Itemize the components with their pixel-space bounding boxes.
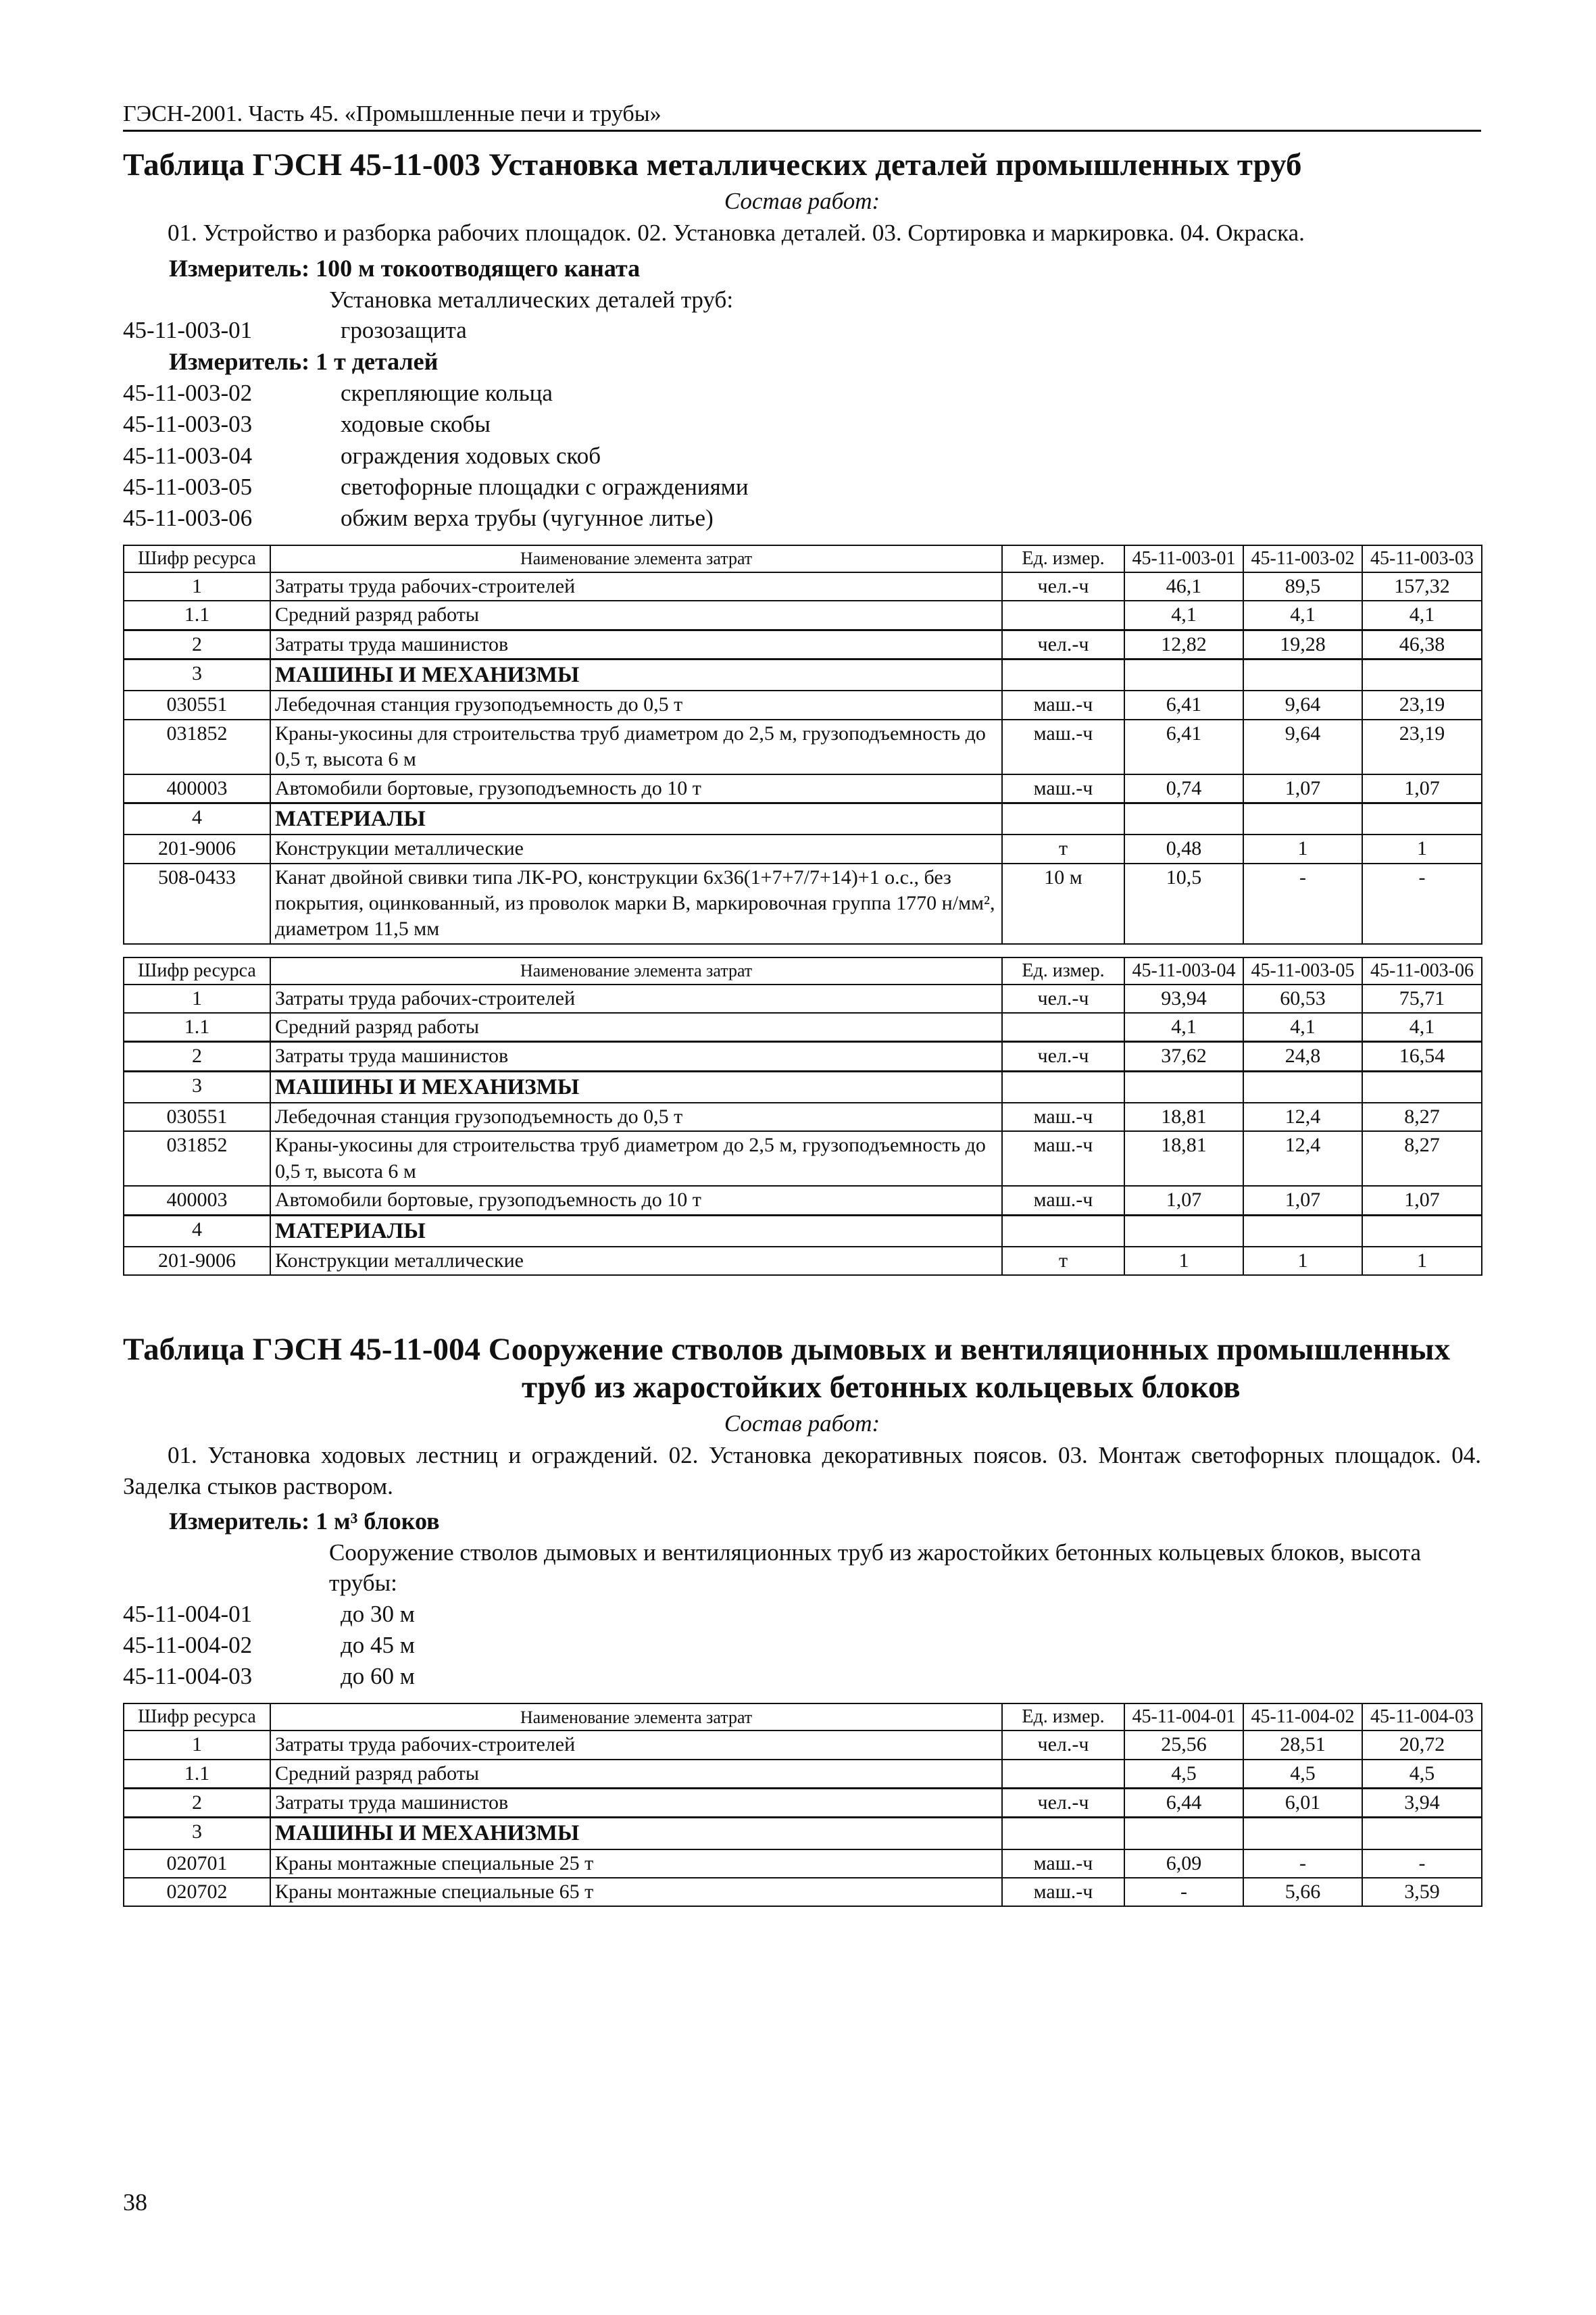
- resource-code: 4: [124, 803, 270, 835]
- resource-name: Затраты труда рабочих-строителей: [270, 1731, 1002, 1759]
- resource-name: Краны-укосины для строительства труб диаметром до 2,5 м, грузоподъемность до 0,5 т, высота 6 м: [270, 720, 1002, 774]
- resource-name: Лебедочная станция грузоподъемность до 0,5 т: [270, 1103, 1002, 1131]
- resource-value: 1: [1124, 1247, 1243, 1275]
- resource-value: 4,5: [1243, 1760, 1362, 1789]
- resource-value: 6,09: [1124, 1849, 1243, 1878]
- resource-value: 6,41: [1124, 691, 1243, 719]
- resource-value: [1362, 803, 1482, 835]
- norm-name: ограждения ходовых скоб: [341, 442, 601, 469]
- resource-name: Затраты труда машинистов: [270, 1042, 1002, 1071]
- resource-name: МАТЕРИАЛЫ: [270, 1215, 1002, 1247]
- resource-unit: чел.-ч: [1002, 985, 1124, 1013]
- resource-value: 23,19: [1362, 720, 1482, 774]
- table-row: [124, 803, 1482, 835]
- table-row: [124, 1186, 1482, 1215]
- resource-unit: т: [1002, 835, 1124, 863]
- resource-value: [1124, 1818, 1243, 1849]
- resource-code: 020701: [124, 1849, 270, 1878]
- code-row: [123, 378, 1481, 409]
- resource-value: 1: [1243, 835, 1362, 863]
- resource-value: 4,5: [1124, 1760, 1243, 1789]
- resource-code: 400003: [124, 774, 270, 803]
- resource-value: [1124, 659, 1243, 691]
- composition-label: Состав работ:: [724, 188, 880, 215]
- works-composition: 01. Устройство и разборка рабочих площадок. 02. Установка деталей. 03. Сортировка и маркировка. 04. Окраска.: [168, 220, 1305, 247]
- resource-value: -: [1362, 864, 1482, 944]
- codes-intro: Сооружение стволов дымовых и вентиляционных труб из жаростойких бетонных кольцевых блоков, высота трубы:: [329, 1539, 1421, 1597]
- resource-code: 4: [124, 1215, 270, 1247]
- resource-unit: 10 м: [1002, 864, 1124, 944]
- resource-value: [1124, 1071, 1243, 1103]
- code-row: [123, 441, 1481, 472]
- header-norm-col: 45-11-003-01: [1124, 545, 1243, 572]
- header-code: Шифр ресурса: [124, 1703, 270, 1731]
- resource-name: Средний разряд работы: [270, 601, 1002, 630]
- resource-code: 3: [124, 1818, 270, 1849]
- table-header-row: [124, 1703, 1482, 1731]
- resource-value: 93,94: [1124, 985, 1243, 1013]
- table-row: [124, 1247, 1482, 1275]
- resource-value: 8,27: [1362, 1103, 1482, 1131]
- resource-name: Средний разряд работы: [270, 1013, 1002, 1042]
- resource-unit: маш.-ч: [1002, 720, 1124, 774]
- header-norm-col: 45-11-003-06: [1362, 957, 1482, 985]
- measure-unit: Измеритель: 1 т деталей: [169, 348, 439, 376]
- norm-code: 45-11-003-01: [123, 317, 253, 344]
- table-row: [124, 659, 1482, 691]
- table-row: [124, 1215, 1482, 1247]
- norm-name: до 60 м: [341, 1663, 415, 1690]
- table-row: [124, 1849, 1482, 1878]
- resource-name: МАТЕРИАЛЫ: [270, 803, 1002, 835]
- resource-value: 12,4: [1243, 1103, 1362, 1131]
- norm-code: 45-11-003-04: [123, 442, 253, 469]
- measure-unit: Измеритель: 1 м³ блоков: [169, 1508, 440, 1535]
- measure-unit: Измеритель: 100 м токоотводящего каната: [169, 254, 641, 282]
- norm-code: 45-11-004-02: [123, 1632, 253, 1659]
- resource-value: 46,1: [1124, 572, 1243, 601]
- resource-value: 1: [1243, 1247, 1362, 1275]
- resource-value: 75,71: [1362, 985, 1482, 1013]
- resource-unit: чел.-ч: [1002, 1789, 1124, 1818]
- resource-unit: маш.-ч: [1002, 1186, 1124, 1215]
- resource-unit: маш.-ч: [1002, 774, 1124, 803]
- resource-value: 18,81: [1124, 1131, 1243, 1186]
- resource-value: [1362, 659, 1482, 691]
- resource-code: 020702: [124, 1878, 270, 1906]
- table-row: [124, 720, 1482, 774]
- table-row: [124, 1131, 1482, 1186]
- resource-unit: маш.-ч: [1002, 1878, 1124, 1906]
- resource-value: 24,8: [1243, 1042, 1362, 1071]
- code-row: [123, 1599, 1481, 1630]
- resource-name: Затраты труда машинистов: [270, 1789, 1002, 1818]
- resource-value: 0,74: [1124, 774, 1243, 803]
- resource-name: Лебедочная станция грузоподъемность до 0,5 т: [270, 691, 1002, 719]
- resource-value: 10,5: [1124, 864, 1243, 944]
- resource-unit: [1002, 659, 1124, 691]
- table-title-45-11-003: Таблица ГЭСН 45-11-003 Установка металлических деталей промышленных труб: [123, 147, 1302, 182]
- norm-name: до 45 м: [341, 1632, 415, 1659]
- resource-name: Затраты труда рабочих-строителей: [270, 985, 1002, 1013]
- resource-value: -: [1243, 864, 1362, 944]
- codes-intro: Установка металлических деталей труб:: [329, 286, 734, 313]
- resource-value: [1362, 1215, 1482, 1247]
- norm-code: 45-11-003-03: [123, 411, 253, 438]
- table-row: [124, 1731, 1482, 1759]
- code-row: [123, 1630, 1481, 1661]
- resource-value: [1243, 1818, 1362, 1849]
- norm-code: 45-11-003-06: [123, 504, 253, 531]
- resource-value: 6,41: [1124, 720, 1243, 774]
- resource-value: 0,48: [1124, 835, 1243, 863]
- resource-value: 1,07: [1243, 1186, 1362, 1215]
- resource-code: 2: [124, 1789, 270, 1818]
- resource-unit: [1002, 803, 1124, 835]
- resource-value: 157,32: [1362, 572, 1482, 601]
- resource-unit: чел.-ч: [1002, 1731, 1124, 1759]
- resource-code: 201-9006: [124, 835, 270, 863]
- resource-value: [1362, 1818, 1482, 1849]
- resource-code: 030551: [124, 691, 270, 719]
- table-row: [124, 572, 1482, 601]
- resource-value: 1,07: [1362, 774, 1482, 803]
- table-row: [124, 601, 1482, 630]
- resource-value: [1243, 1071, 1362, 1103]
- header-unit: Ед. измер.: [1002, 1703, 1124, 1731]
- resource-code: 201-9006: [124, 1247, 270, 1275]
- resource-value: 9,64: [1243, 720, 1362, 774]
- resource-unit: [1002, 1215, 1124, 1247]
- table-header-row: [124, 545, 1482, 572]
- resource-value: 1: [1362, 835, 1482, 863]
- header-name: Наименование элемента затрат: [270, 1703, 1002, 1731]
- resource-code: 1: [124, 1731, 270, 1759]
- resource-code: 2: [124, 630, 270, 659]
- table-row: [124, 1760, 1482, 1789]
- resource-name: Затраты труда машинистов: [270, 630, 1002, 659]
- header-norm-col: 45-11-004-01: [1124, 1703, 1243, 1731]
- header-name: Наименование элемента затрат: [270, 545, 1002, 572]
- resource-value: 5,66: [1243, 1878, 1362, 1906]
- resource-value: -: [1243, 1849, 1362, 1878]
- resource-value: -: [1362, 1849, 1482, 1878]
- resource-value: 4,1: [1243, 601, 1362, 630]
- resource-value: 8,27: [1362, 1131, 1482, 1186]
- resource-value: 1,07: [1243, 774, 1362, 803]
- resource-name: Краны-укосины для строительства труб диаметром до 2,5 м, грузоподъемность до 0,5 т, высота 6 м: [270, 1131, 1002, 1186]
- header-norm-col: 45-11-003-04: [1124, 957, 1243, 985]
- page-number: 38: [123, 2189, 147, 2216]
- code-row: [123, 503, 1481, 534]
- resource-value: 89,5: [1243, 572, 1362, 601]
- norm-code: 45-11-003-05: [123, 473, 253, 500]
- resource-value: [1124, 803, 1243, 835]
- resource-value: 6,01: [1243, 1789, 1362, 1818]
- norm-name: грозозащита: [341, 317, 467, 344]
- header-norm-col: 45-11-003-02: [1243, 545, 1362, 572]
- resource-unit: [1002, 1013, 1124, 1042]
- resource-value: 1,07: [1124, 1186, 1243, 1215]
- resource-value: 4,1: [1362, 601, 1482, 630]
- code-row: [123, 409, 1481, 440]
- table-row: [124, 630, 1482, 659]
- norm-code: 45-11-004-01: [123, 1600, 253, 1627]
- resource-value: 16,54: [1362, 1042, 1482, 1071]
- resource-value: 4,1: [1124, 601, 1243, 630]
- resource-code: 030551: [124, 1103, 270, 1131]
- resource-unit: [1002, 601, 1124, 630]
- resource-unit: [1002, 1071, 1124, 1103]
- resource-code: 1: [124, 985, 270, 1013]
- table-row: [124, 1042, 1482, 1071]
- works-composition: 01. Установка ходовых лестниц и ограждений. 02. Установка декоративных поясов. 03. Монтаж светофорных площадок. 04. Заделка стыков раствором.: [123, 1442, 1481, 1499]
- header-unit: Ед. измер.: [1002, 545, 1124, 572]
- resource-value: 9,64: [1243, 691, 1362, 719]
- table-row: [124, 1789, 1482, 1818]
- resource-value: 1,07: [1362, 1186, 1482, 1215]
- resource-code: 1.1: [124, 1013, 270, 1042]
- header-unit: Ед. измер.: [1002, 957, 1124, 985]
- resource-value: 3,94: [1362, 1789, 1482, 1818]
- table-row: [124, 1878, 1482, 1906]
- resource-value: 4,1: [1124, 1013, 1243, 1042]
- resource-name: Краны монтажные специальные 65 т: [270, 1878, 1002, 1906]
- header-code: Шифр ресурса: [124, 545, 270, 572]
- resource-table: [123, 545, 1482, 945]
- resource-name: Затраты труда рабочих-строителей: [270, 572, 1002, 601]
- resource-value: 25,56: [1124, 1731, 1243, 1759]
- resource-value: 46,38: [1362, 630, 1482, 659]
- resource-name: Конструкции металлические: [270, 1247, 1002, 1275]
- resource-value: 4,5: [1362, 1760, 1482, 1789]
- resource-value: 28,51: [1243, 1731, 1362, 1759]
- resource-value: -: [1124, 1878, 1243, 1906]
- resource-code: 1: [124, 572, 270, 601]
- resource-value: 6,44: [1124, 1789, 1243, 1818]
- header-norm-col: 45-11-003-03: [1362, 545, 1482, 572]
- resource-name: Краны монтажные специальные 25 т: [270, 1849, 1002, 1878]
- resource-code: 3: [124, 659, 270, 691]
- composition-label: Состав работ:: [724, 1410, 880, 1437]
- table-row: [124, 835, 1482, 863]
- document-page: [123, 101, 1481, 1907]
- norm-name: скрепляющие кольца: [341, 380, 553, 407]
- resource-value: 19,28: [1243, 630, 1362, 659]
- resource-name: Конструкции металлические: [270, 835, 1002, 863]
- header-name: Наименование элемента затрат: [270, 957, 1002, 985]
- table-row: [124, 774, 1482, 803]
- resource-unit: чел.-ч: [1002, 630, 1124, 659]
- resource-value: 60,53: [1243, 985, 1362, 1013]
- resource-code: 1.1: [124, 1760, 270, 1789]
- resource-code: 508-0433: [124, 864, 270, 944]
- header-code: Шифр ресурса: [124, 957, 270, 985]
- norm-code: 45-11-003-02: [123, 380, 253, 407]
- resource-name: МАШИНЫ И МЕХАНИЗМЫ: [270, 1818, 1002, 1849]
- table-header-row: [124, 957, 1482, 985]
- norm-code: 45-11-004-03: [123, 1663, 253, 1690]
- resource-value: 4,1: [1243, 1013, 1362, 1042]
- norm-name: до 30 м: [341, 1600, 415, 1627]
- code-row: [123, 472, 1481, 503]
- table-row: [124, 1818, 1482, 1849]
- resource-unit: чел.-ч: [1002, 1042, 1124, 1071]
- table-row: [124, 691, 1482, 719]
- resource-unit: маш.-ч: [1002, 1103, 1124, 1131]
- resource-code: 1.1: [124, 601, 270, 630]
- resource-unit: т: [1002, 1247, 1124, 1275]
- resource-value: [1243, 803, 1362, 835]
- resource-name: МАШИНЫ И МЕХАНИЗМЫ: [270, 659, 1002, 691]
- resource-value: [1243, 659, 1362, 691]
- resource-value: [1124, 1215, 1243, 1247]
- table-title-45-11-004: Таблица ГЭСН 45-11-004 Сооружение стволов дымовых и вентиляционных промышленных труб из жаростойких бетонных кольцевых блоков: [123, 1332, 1451, 1405]
- norm-name: светофорные площадки с ограждениями: [341, 473, 749, 500]
- resource-name: Канат двойной свивки типа ЛК-РО, конструкции 6х36(1+7+7/7+14)+1 о.с., без покрытия, оцинкованный, из проволок марки В, маркировочная группа 1770 н/мм², диаметром 11,5 мм: [270, 864, 1002, 944]
- resource-value: 3,59: [1362, 1878, 1482, 1906]
- resource-value: 12,4: [1243, 1131, 1362, 1186]
- resource-value: 1: [1362, 1247, 1482, 1275]
- resource-value: 4,1: [1362, 1013, 1482, 1042]
- resource-code: 3: [124, 1071, 270, 1103]
- resource-unit: маш.-ч: [1002, 1849, 1124, 1878]
- norm-name: обжим верха трубы (чугунное литье): [341, 504, 714, 531]
- resource-unit: [1002, 1760, 1124, 1789]
- resource-code: 2: [124, 1042, 270, 1071]
- table-row: [124, 985, 1482, 1013]
- resource-code: 400003: [124, 1186, 270, 1215]
- header-norm-col: 45-11-003-05: [1243, 957, 1362, 985]
- header-norm-col: 45-11-004-03: [1362, 1703, 1482, 1731]
- resource-name: Автомобили бортовые, грузоподъемность до 10 т: [270, 1186, 1002, 1215]
- table-row: [124, 1103, 1482, 1131]
- code-row: [123, 1661, 1481, 1692]
- resource-name: Средний разряд работы: [270, 1760, 1002, 1789]
- header-norm-col: 45-11-004-02: [1243, 1703, 1362, 1731]
- running-header: ГЭСН-2001. Часть 45. «Промышленные печи и трубы»: [123, 101, 1481, 132]
- code-row: [123, 315, 1481, 346]
- resource-name: МАШИНЫ И МЕХАНИЗМЫ: [270, 1071, 1002, 1103]
- resource-value: [1362, 1071, 1482, 1103]
- resource-value: 37,62: [1124, 1042, 1243, 1071]
- norm-name: ходовые скобы: [341, 411, 491, 438]
- resource-unit: чел.-ч: [1002, 572, 1124, 601]
- table-row: [124, 1013, 1482, 1042]
- table-row: [124, 864, 1482, 944]
- resource-code: 031852: [124, 720, 270, 774]
- resource-value: 23,19: [1362, 691, 1482, 719]
- resource-unit: маш.-ч: [1002, 691, 1124, 719]
- resource-value: 20,72: [1362, 1731, 1482, 1759]
- resource-unit: маш.-ч: [1002, 1131, 1124, 1186]
- resource-table: [123, 957, 1482, 1276]
- resource-unit: [1002, 1818, 1124, 1849]
- resource-value: 18,81: [1124, 1103, 1243, 1131]
- resource-table: [123, 1703, 1482, 1907]
- resource-value: [1243, 1215, 1362, 1247]
- table-row: [124, 1071, 1482, 1103]
- resource-code: 031852: [124, 1131, 270, 1186]
- resource-value: 12,82: [1124, 630, 1243, 659]
- resource-name: Автомобили бортовые, грузоподъемность до 10 т: [270, 774, 1002, 803]
